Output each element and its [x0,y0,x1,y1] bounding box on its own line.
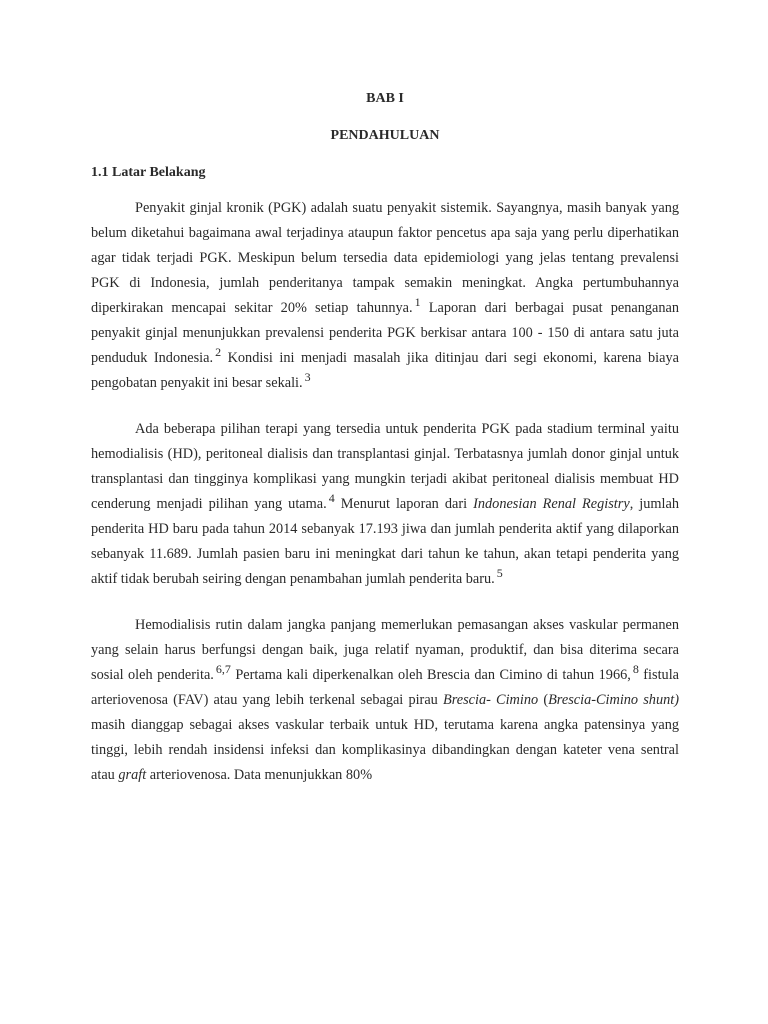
footnote-ref: 8 [632,662,639,676]
footnote-ref: 4 [328,491,335,505]
paragraph-3: Hemodialisis rutin dalam jangka panjang memerlukan pemasangan akses vaskular permanen yang selain harus berfungsi dengan baik, juga relatif nyaman, produktif, dan bisa diterima secara sosial oleh penderita. $^{6,7}$ Pertama kali diperkenalkan oleh Brescia dan Cimino di tahun 1966, $^8$ fistula arteriovenosa (FAV) atau yang lebih terkenal sebagai pirau Brescia- Cimino (Brescia-Cimino shunt) masih dianggap sebagai akses vaskular terbaik untuk HD, terutama karena angka patensinya yang tinggi, lebih rendah insidensi infeksi dan komplikasinya dibandingkan dengan kateter vena sentral atau graft arteriovenosa. Data menunjukkan 80% [91,617,680,783]
italic-term: Brescia-Cimino shunt) [548,692,679,708]
footnote-ref: 1 [414,295,421,309]
registry-name: Indonesian Renal Registry [473,496,630,512]
footnote-ref: 6,7 [215,662,231,676]
section-heading: 1.1 Latar Belakang [91,165,206,180]
footnote-ref: 2 [215,345,222,359]
paragraph-2: Ada beberapa pilihan terapi yang tersedia untuk penderita PGK pada stadium terminal yaitu hemodialisis (HD), peritoneal dialisis dan transplantasi ginjal. Terbatasnya jumlah donor ginjal untuk transplantasi dan tingginya komplikasi yang mungkin terjadi akibat peritoneal dialisis membuat HD cenderung menjadi pilihan yang utama. $^4$ Menurut laporan dari Indonesian Renal Registry, jumlah penderita HD baru pada tahun 2014 sebanyak 17.193 jiwa dan jumlah penderita aktif yang dilaporkan sebanyak 11.689. Jumlah pasien baru ini meningkat dari tahun ke tahun, akan tetapi penderita yang aktif tidak berubah seiring dengan penambahan jumlah penderita baru. $^5$ [91,421,679,587]
italic-term: graft [118,767,147,783]
footnote-ref: 3 [304,370,311,384]
footnote-ref: 5 [496,566,503,580]
italic-term: Brescia- Cimino [442,692,539,708]
chapter-number: BAB I [366,91,404,106]
chapter-title: PENDAHULUAN [330,128,440,143]
paragraph-1: Penyakit ginjal kronik (PGK) adalah suatu penyakit sistemik. Sayangnya, masih banyak yang belum diketahui bagaimana awal terjadinya ataupun faktor pencetus apa saja yang perlu diperhatikan agar tidak terjadi PGK. Meskipun belum tersedia data epidemiologi yang jelas tentang prevalensi PGK di Indonesia, jumlah penderitanya tampak semakin meningkat. Angka pertumbuhannya diperkirakan mencapai sekitar 20% setiap tahunnya. $^1$ Laporan dari berbagai pusat penanganan penyakit ginjal menunjukkan prevalensi penderita PGK berkisar antara 100 - 150 di antara satu juta penduduk Indonesia. $^2$ Kondisi ini menjadi masalah jika ditinjau dari segi ekonomi, karena biaya pengobatan penyakit ini besar sekali. $^3$ [91,200,679,391]
